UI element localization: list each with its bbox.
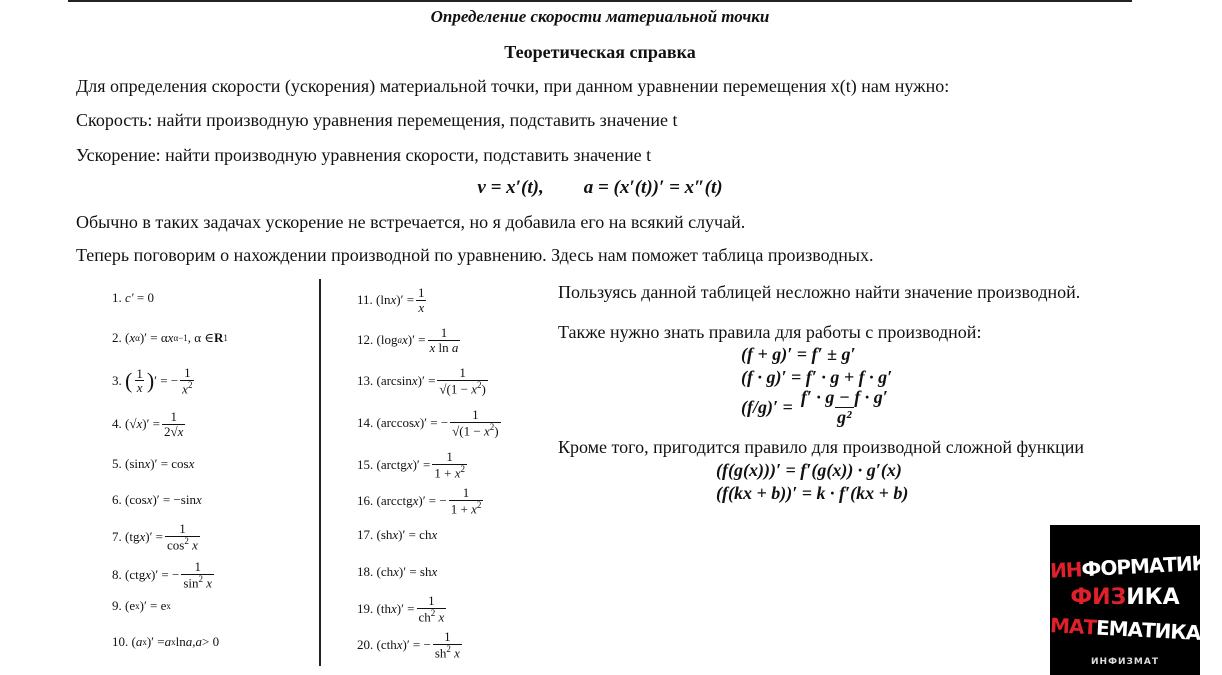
quotient-rule (741, 388, 892, 427)
table-item: 1. c′ = 0 (112, 290, 154, 305)
table-item: 19. (th x )′ = $\frac{1}{ch^2 x}$ (357, 593, 445, 624)
table-item: 11. (ln x )′ = $\frac{1}{x}$ (357, 285, 425, 315)
quotient-left: (f/g)′ = (741, 396, 793, 417)
table-item: 15. (arctg x )′ = $\frac{1}{1 + x^2}$ (357, 449, 465, 480)
chain-rule-2: (f(kx + b))′ = k · f′(kx + b) (716, 483, 909, 503)
table-item: 6. (cos x )′ = −sin x (112, 492, 202, 507)
logo-line-2: ФИЗИКА (1070, 585, 1180, 610)
logo-line-1: ИНФОРМАТИКА (1049, 549, 1222, 583)
table-item: 12. (log a x )′ = $\frac{1}{\text{x ln a}}$ (357, 325, 459, 355)
table-item: 17. (sh x )′ = ch x (357, 527, 438, 542)
rules-intro: Также нужно знать правила для работы с производной: (558, 322, 982, 342)
acceleration-formula: a = (x′(t))′ = x″(t) (583, 177, 723, 198)
intro-paragraph: Для определения скорости (ускорения) материальной точки, при данном уравнении перемещения x(t) нам нужно: (76, 76, 950, 96)
table-divider (319, 279, 321, 666)
logo-line-3: МАТЕМАТИКА (1049, 613, 1201, 645)
table-item: 3. ( $\frac{1}{x}$ ) ′ = − $\frac{1}{x^2}$ (112, 365, 193, 396)
table-item: 4. (√ x )′ = $\frac{1}{2√x}$ (112, 409, 184, 439)
table-item: 14. (arccos x )′ = − $\frac{1}{√(1 - x^2)}$ (357, 407, 499, 438)
quotient-denominator: g² (837, 406, 852, 427)
quotient-numerator: f′ · g − f · g′ (800, 387, 888, 407)
table-intro-paragraph: Теперь поговорим о нахождении производной по уравнению. Здесь нам поможет таблица производных. (76, 245, 874, 265)
logo-footer: ИНФИЗМАТ (1091, 657, 1159, 667)
note-paragraph: Обычно в таких задачах ускорение не встречается, но я добавила его на всякий случай. (76, 212, 746, 232)
table-item: 13. (arcsin x )′ = $\frac{1}{√(1 - x^2)}$ (357, 365, 486, 396)
velocity-formula: v = x′(t), (477, 177, 544, 198)
velocity-rule: Скорость: найти производную уравнения перемещения, подставить значение t (76, 110, 678, 130)
top-border (68, 0, 1132, 2)
sum-rule: (f + g)′ = f′ ± g′ (741, 344, 856, 364)
product-rule: (f · g)′ = f′ · g + f · g′ (741, 367, 893, 387)
table-item: 8. (ctg x )′ = − $\frac{1}{\sin^2 x}$ (112, 559, 213, 590)
table-item: 5. (sin x )′ = cos x (112, 456, 195, 471)
table-item: 18. (ch x )′ = sh x (357, 564, 438, 579)
table-item: 16. (arcctg x )′ = − $\frac{1}{1 + x^2}$ (357, 485, 482, 516)
page-title: Определение скорости материальной точки (430, 7, 770, 26)
table-item: 10. ( a x )′ = a x ln a , a > 0 (112, 634, 220, 649)
quotient-fraction (799, 388, 890, 427)
chain-rule-1: (f(g(x)))′ = f′(g(x)) · g′(x) (716, 460, 902, 480)
table-item: 7. (tg x )′ = $\frac{1}{\cos^2 x}$ (112, 521, 198, 552)
chain-intro: Кроме того, пригодится правило для производной сложной функции (558, 437, 1084, 457)
table-item: 9. (e x )′ = e x (112, 598, 171, 613)
usage-text: Пользуясь данной таблицей несложно найти значение производной. (558, 282, 1081, 302)
acceleration-rule: Ускорение: найти производную уравнения скорости, подставить значение t (76, 145, 652, 165)
table-item: 2. ( x α )′ = α x α−1 , α ∈ R 1 (112, 330, 228, 345)
main-formula (0, 177, 1200, 199)
section-heading: Теоретическая справка (504, 42, 696, 62)
table-item: 20. (cth x )′ = − $\frac{1}{sh^2 x}$ (357, 629, 460, 660)
infizmat-logo (1049, 525, 1222, 675)
